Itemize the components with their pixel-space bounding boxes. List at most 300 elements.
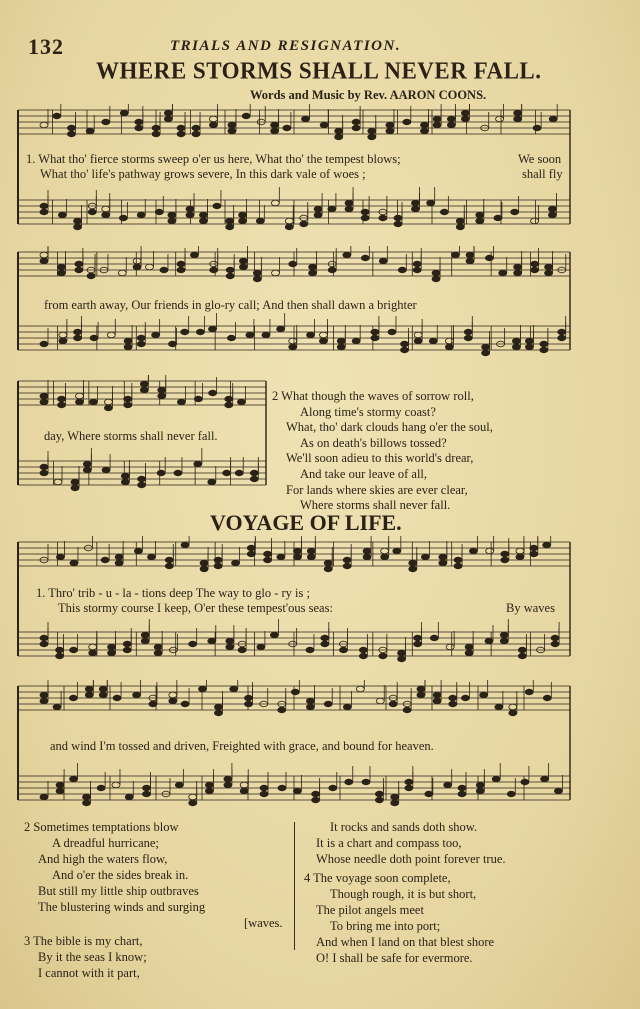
note-head (186, 212, 194, 218)
note-head (458, 785, 466, 791)
note-head (289, 338, 297, 344)
note-head (67, 131, 75, 137)
note-head (247, 545, 255, 551)
note-head (75, 261, 83, 267)
note-head (205, 782, 213, 788)
note-head (192, 125, 200, 131)
note-head (403, 707, 411, 713)
note-head (381, 554, 389, 560)
note-head (543, 695, 551, 701)
note-head (531, 267, 539, 273)
note-head (57, 264, 65, 270)
note-head (512, 338, 520, 344)
note-head (40, 341, 48, 347)
note-head (40, 399, 48, 405)
note-head (141, 638, 149, 644)
note-head (405, 779, 413, 785)
note-head (168, 218, 176, 224)
note-head (214, 563, 222, 569)
note-head (329, 785, 337, 791)
note-head (74, 218, 82, 224)
note-head (165, 563, 173, 569)
note-head (486, 548, 494, 554)
note-head (345, 200, 353, 206)
note-head (208, 638, 216, 644)
note-head (376, 698, 384, 704)
note-head (104, 399, 112, 405)
note-head (352, 119, 360, 125)
note-head (368, 134, 376, 140)
note-head (271, 122, 279, 128)
verse-line: For lands where skies are ever clear, (286, 482, 468, 497)
note-head (371, 335, 379, 341)
note-head (324, 560, 332, 566)
note-head (359, 653, 367, 659)
note-head (140, 387, 148, 393)
note-head (152, 131, 160, 137)
note-head (102, 212, 110, 218)
note-head (314, 206, 322, 212)
note-head (379, 653, 387, 659)
note-head (540, 341, 548, 347)
note-head (444, 782, 452, 788)
note-head (87, 273, 95, 279)
note-head (158, 387, 166, 393)
note-head (381, 548, 389, 554)
note-head (88, 209, 96, 215)
note-head (57, 270, 65, 276)
note-head (253, 276, 261, 282)
note-head (260, 791, 268, 797)
note-head (533, 125, 541, 131)
note-head (76, 399, 84, 405)
note-head (209, 122, 217, 128)
note-head (388, 329, 396, 335)
note-head (328, 267, 336, 273)
note-head (420, 122, 428, 128)
note-head (90, 335, 98, 341)
note-head (209, 326, 217, 332)
note-head (89, 399, 97, 405)
note-head (256, 218, 264, 224)
note-head (449, 701, 457, 707)
note-head (70, 776, 78, 782)
note-head (414, 635, 422, 641)
note-head (363, 548, 371, 554)
note-head (414, 338, 422, 344)
note-head (260, 785, 268, 791)
note-head (401, 347, 409, 353)
verse-line: 3 The bible is my chart, (24, 934, 143, 948)
note-head (345, 206, 353, 212)
note-head (411, 200, 419, 206)
verse-line: By it the seas I know; (38, 950, 147, 964)
note-head (272, 270, 280, 276)
note-head (509, 704, 517, 710)
note-head (271, 200, 279, 206)
note-head (518, 647, 526, 653)
note-head (99, 692, 107, 698)
note-head (494, 215, 502, 221)
note-head (199, 686, 207, 692)
note-head (514, 110, 522, 116)
note-head (277, 554, 285, 560)
note-head (432, 276, 440, 282)
note-head (466, 258, 474, 264)
note-head (223, 470, 231, 476)
note-head (413, 267, 421, 273)
note-head (138, 482, 146, 488)
note-head (500, 632, 508, 638)
note-head (40, 122, 48, 128)
note-head (177, 267, 185, 273)
note-head (194, 461, 202, 467)
note-head (124, 396, 132, 402)
note-head (300, 221, 308, 227)
note-head (200, 566, 208, 572)
verse-line: And o'er the sides break in. (52, 868, 189, 882)
note-head (414, 641, 422, 647)
note-head (224, 776, 232, 782)
note-head (309, 264, 317, 270)
note-head (209, 390, 217, 396)
note-head (133, 258, 141, 264)
note-head (133, 264, 141, 270)
verse-line: I cannot with it part, (38, 966, 140, 980)
note-head (512, 344, 520, 350)
hymn1-credit: Words and Music by Rev. AARON COONS. (250, 88, 487, 102)
note-head (134, 548, 142, 554)
note-head (70, 647, 78, 653)
verse-line: Along time's stormy coast? (300, 404, 436, 419)
note-head (155, 209, 163, 215)
note-head (420, 128, 428, 134)
verse-line: O! I shall be safe for evermore. (316, 951, 473, 965)
note-head (102, 119, 110, 125)
note-head (319, 338, 327, 344)
note-head (140, 381, 148, 387)
note-head (417, 686, 425, 692)
note-head (433, 116, 441, 122)
note-head (124, 344, 132, 350)
note-head (314, 212, 322, 218)
note-head (160, 267, 168, 273)
verse-line: It is a chart and compass too, (316, 836, 462, 850)
note-head (530, 545, 538, 551)
note-head (119, 215, 127, 221)
note-head (226, 224, 234, 230)
note-head (101, 557, 109, 563)
note-head (425, 791, 433, 797)
note-head (133, 692, 141, 698)
note-head (177, 261, 185, 267)
note-head (414, 332, 422, 338)
note-head (40, 698, 48, 704)
note-head (189, 800, 197, 806)
note-head (242, 113, 250, 119)
note-head (224, 782, 232, 788)
note-head (454, 563, 462, 569)
note-head (521, 779, 529, 785)
note-head (70, 560, 78, 566)
note-head (213, 203, 221, 209)
note-head (196, 329, 204, 335)
note-head (169, 698, 177, 704)
note-head (394, 215, 402, 221)
note-head (239, 258, 247, 264)
note-head (235, 470, 243, 476)
note-head (277, 326, 285, 332)
note-head (225, 396, 233, 402)
note-head (293, 548, 301, 554)
note-head (391, 800, 399, 806)
note-head (192, 131, 200, 137)
note-head (321, 635, 329, 641)
note-head (115, 560, 123, 566)
note-head (190, 252, 198, 258)
note-head (121, 473, 129, 479)
note-head (135, 119, 143, 125)
note-head (480, 692, 488, 698)
note-head (121, 479, 129, 485)
note-head (56, 782, 64, 788)
note-head (302, 116, 310, 122)
note-head (306, 698, 314, 704)
note-head (345, 779, 353, 785)
note-head (250, 476, 258, 482)
note-head (339, 647, 347, 653)
verse-line: As on death's billows tossed? (300, 435, 447, 450)
note-head (386, 128, 394, 134)
note-head (123, 647, 131, 653)
note-head (123, 641, 131, 647)
note-head (543, 542, 551, 548)
note-head (99, 686, 107, 692)
hymn1-lyrics-1b: What tho' life's pathway grows severe, In this dark vale of woes ; (40, 167, 366, 181)
verse-line: 4 The voyage soon complete, (304, 871, 451, 885)
note-head (375, 791, 383, 797)
note-head (40, 794, 48, 800)
note-head (324, 701, 332, 707)
note-head (102, 206, 110, 212)
note-head (352, 338, 360, 344)
note-head (482, 344, 490, 350)
note-head (238, 647, 246, 653)
note-head (40, 635, 48, 641)
note-head (417, 692, 425, 698)
note-head (148, 554, 156, 560)
note-head (356, 686, 364, 692)
note-head (181, 701, 189, 707)
note-head (112, 782, 120, 788)
note-head (476, 788, 484, 794)
note-head (226, 218, 234, 224)
note-head (264, 551, 272, 557)
note-head (328, 206, 336, 212)
note-head (293, 554, 301, 560)
hymn2-lyrics-2: and wind I'm tossed and driven, Freighted with grace, and bound for heaven. (50, 739, 434, 753)
note-head (89, 650, 97, 656)
note-head (343, 704, 351, 710)
note-head (189, 794, 197, 800)
note-head (343, 252, 351, 258)
note-head (518, 653, 526, 659)
note-head (210, 267, 218, 273)
note-head (53, 704, 61, 710)
note-head (379, 215, 387, 221)
note-head (113, 695, 121, 701)
note-head (214, 557, 222, 563)
note-head (240, 788, 248, 794)
note-head (306, 647, 314, 653)
note-head (278, 707, 286, 713)
note-head (309, 270, 317, 276)
note-head (40, 692, 48, 698)
note-head (545, 264, 553, 270)
hymn1-lyrics-2: from earth away, Our friends in glo-ry call; And then shall dawn a brighter (44, 298, 417, 312)
note-head (83, 794, 91, 800)
note-head (476, 782, 484, 788)
note-head (177, 131, 185, 137)
note-head (168, 341, 176, 347)
note-head (496, 116, 504, 122)
hymn1-lyrics-1b-end: shall fly (522, 167, 563, 181)
note-head (158, 393, 166, 399)
note-head (40, 209, 48, 215)
note-head (465, 650, 473, 656)
note-head (58, 212, 66, 218)
note-head (531, 218, 539, 224)
note-head (319, 332, 327, 338)
note-head (363, 554, 371, 560)
verse-line: It rocks and sands doth show. (330, 820, 478, 834)
note-head (361, 215, 369, 221)
verse-line: And take our leave of all, (300, 466, 428, 481)
note-head (307, 332, 315, 338)
note-head (551, 635, 559, 641)
note-head (239, 212, 247, 218)
verse-line: Though rough, it is but short, (330, 887, 477, 901)
note-head (200, 560, 208, 566)
note-head (230, 686, 238, 692)
note-head (451, 252, 459, 258)
verse-line: The pilot angels meet (316, 903, 424, 917)
note-head (143, 791, 151, 797)
note-head (108, 650, 116, 656)
note-head (476, 218, 484, 224)
note-head (164, 116, 172, 122)
note-head (226, 638, 234, 644)
note-head (525, 689, 533, 695)
note-head (454, 557, 462, 563)
page-number: 132 (28, 34, 64, 59)
note-head (495, 704, 503, 710)
note-head (247, 551, 255, 557)
note-head (324, 566, 332, 572)
verse-line: What, tho' dark clouds hang o'er the soul, (286, 420, 493, 435)
note-head (307, 554, 315, 560)
note-head (409, 560, 417, 566)
note-head (433, 122, 441, 128)
note-head (398, 650, 406, 656)
note-head (120, 110, 128, 116)
note-head (320, 122, 328, 128)
note-head (464, 329, 472, 335)
note-head (469, 548, 477, 554)
hymn2-lyrics-1b: This stormy course I keep, O'er these tempest'ous seas: (58, 601, 333, 615)
note-head (228, 122, 236, 128)
note-head (445, 338, 453, 344)
note-head (307, 548, 315, 554)
hymn1-lyrics-3: day, Where storms shall never fall. (44, 429, 218, 443)
note-head (430, 635, 438, 641)
note-head (335, 134, 343, 140)
note-head (343, 557, 351, 563)
note-head (291, 689, 299, 695)
note-head (458, 791, 466, 797)
note-head (445, 344, 453, 350)
note-head (447, 116, 455, 122)
note-head (83, 467, 91, 473)
verse-line: 2 What though the waves of sorrow roll, (272, 389, 474, 403)
note-head (83, 461, 91, 467)
note-head (174, 470, 182, 476)
note-head (361, 255, 369, 261)
note-head (205, 788, 213, 794)
note-head (208, 479, 216, 485)
note-head (226, 267, 234, 273)
note-head (97, 785, 105, 791)
note-head (226, 644, 234, 650)
note-head (227, 335, 235, 341)
note-head (177, 399, 185, 405)
verse-line: And when I land on that blest shore (316, 935, 495, 949)
note-head (289, 344, 297, 350)
note-head (548, 206, 556, 212)
note-head (154, 644, 162, 650)
note-head (409, 566, 417, 572)
note-head (102, 467, 110, 473)
note-head (40, 470, 48, 476)
hymn2-verses-left (24, 819, 283, 981)
note-head (514, 270, 522, 276)
note-head (108, 644, 116, 650)
note-head (74, 329, 82, 335)
note-head (516, 554, 524, 560)
note-head (405, 785, 413, 791)
verse-line: But still my little ship outbraves (38, 884, 199, 898)
note-head (361, 209, 369, 215)
note-head (312, 791, 320, 797)
note-head (239, 218, 247, 224)
note-head (393, 548, 401, 554)
note-head (514, 116, 522, 122)
note-head (362, 779, 370, 785)
note-head (71, 479, 79, 485)
note-head (439, 554, 447, 560)
note-head (312, 797, 320, 803)
note-head (85, 686, 93, 692)
note-head (449, 695, 457, 701)
note-head (499, 270, 507, 276)
note-head (186, 206, 194, 212)
note-head (232, 560, 240, 566)
note-head (464, 335, 472, 341)
note-head (549, 116, 557, 122)
note-head (250, 470, 258, 476)
note-head (85, 692, 93, 698)
note-head (516, 548, 524, 554)
